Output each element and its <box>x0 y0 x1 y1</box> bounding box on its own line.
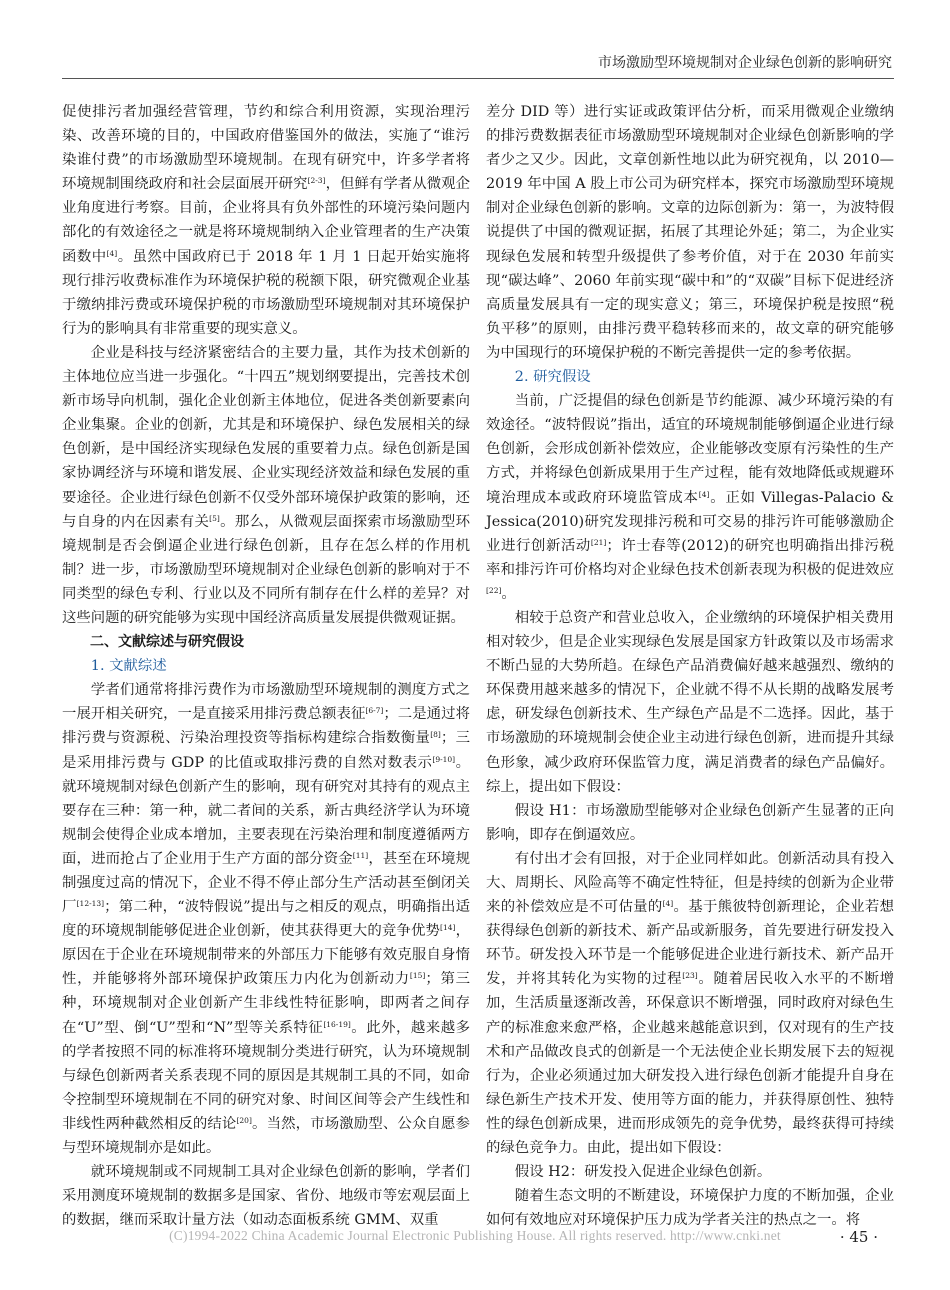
paragraph: 企业是科技与经济紧密结合的主要力量，其作为技术创新的主体地位应当进一步强化。“十四五”规划纲要提出，完善技术创新市场导向机制，强化企业创新主体地位，促进各类创新要素向企业集聚。企业的创新，尤其是和环境保护、绿色发展相关的绿色创新，是中国经济实现绿色发展的重要着力点。绿色创新是国家协调经济与环境和谐发展、企业实现经济效益和绿色发展的重要途径。企业进行绿色创新不仅受外部环境保护政策的影响，还与自身的内在因素有关[5]。那么，从微观层面探索市场激励型环境规制是否会倒逼企业进行绿色创新，且存在怎么样的作用机制？进一步，市场激励型环境规制对企业绿色创新的影响对于不同类型的绿色专利、行业以及不同所有制存在什么样的差异？对这些问题的研究能够为实现中国经济高质量发展提供微观证据。 <box>62 344 470 626</box>
citation: [16-19] <box>323 1019 351 1029</box>
subsection-heading: 2. 研究假设 <box>514 369 591 386</box>
citation: [11] <box>352 850 369 860</box>
citation: [22] <box>486 585 502 595</box>
section-heading: 二、文献综述与研究假设 <box>90 634 244 651</box>
copyright-watermark: (C)1994-2022 China Academic Journal Electronic Publishing House. All rights reserved. http://www.cnki.net <box>169 1228 781 1243</box>
paragraph: 相较于总资产和营业总收入，企业缴纳的环境保护相关费用相对较少，但是企业实现绿色发展是国家方针政策以及市场需求不断凸显的大势所趋。在绿色产品消费偏好越来越强烈、缴纳的环保费用越来越多的情况下，企业就不得不从长期的战略发展考虑，研发绿色创新技术、生产绿色产品是不二选择。因此，基于市场激励的环境规制会使企业主动进行绿色创新，进而提升其绿色形象，减少政府环保监管力度，满足消费者的绿色产品偏好。综上，提出如下假设： <box>486 609 894 795</box>
citation: [20] <box>236 1115 252 1125</box>
paragraph: 差分 DID 等）进行实证或政策评估分析，而采用微观企业缴纳的排污费数据表征市场激励型环境规制对企业绿色创新影响的学者少之又少。因此，文章创新性地以此为研究视角，以 2010—2019 年中国 A 股上市公司为研究样本，探究市场激励型环境规制对企业绿色创新的影响。文章的边际创新为：第一，为波特假说提供了中国的微观证据，拓展了其理论外延；第二，为企业实现绿色发展和转型升级提供了参考价值，对于在 2030 年前实现“碳达峰”、2060 年前实现“碳中和”的“双碳”目标下促进经济高质量发展具有一定的现实意义；第三，环境保护税是按照“税负平移”的原则，由排污费平稳转移而来的，故文章的研究能够为中国现行的环境保护税的不断完善提供一定的参考依据。 <box>486 104 894 361</box>
citation: [4] <box>698 489 710 499</box>
citation: [14] <box>440 923 456 933</box>
citation: [9-10] <box>432 754 456 764</box>
hypothesis-h1: 假设 H1：市场激励型能够对企业绿色创新产生显著的正向影响，即存在倒逼效应。 <box>486 802 894 843</box>
left-column <box>62 100 470 1232</box>
right-column <box>486 100 894 1232</box>
paragraph: 有付出才会有回报，对于企业同样如此。创新活动具有投入大、周期长、风险高等不确定性特征，但是持续的创新为企业带来的补偿效应是不可估量的[4]。基于熊彼特创新理论，企业若想获得绿色创新的新技术、新产品或新服务，首先要进行研发投入环节。研发投入环节是一个能够促进企业进行新技术、新产品开发，并将其转化为实物的过程[23]。随着居民收入水平的不断增加，生活质量逐渐改善，环保意识不断增强，同时政府对绿色生产的标准愈来愈严格，企业越来越能意识到，仅对现有的生产技术和产品做改良式的创新是一个无法使企业长期发展下去的短视行为，企业必须通过加大研发投入进行绿色创新才能提升自身在绿色新生产技术开发、使用等方面的能力，并获得原创性、独特性的绿色创新成果，进而形成领先的竞争优势，最终获得可持续的绿色竞争力。由此，提出如下假设： <box>486 850 894 1157</box>
header-rule <box>62 78 894 79</box>
running-title: 市场激励型环境规制对企业绿色创新的影响研究 <box>598 55 892 71</box>
citation: [4] <box>106 248 118 258</box>
subsection-heading: 1. 文献综述 <box>90 658 167 675</box>
citation: [8] <box>430 730 441 740</box>
page-number: · 45 · <box>839 1228 878 1246</box>
paragraph: 当前，广泛提倡的绿色创新是节约能源、减少环境污染的有效途径。“波特假说”指出，适宜的环境规制能够倒逼企业进行绿色创新，会形成创新补偿效应，企业能够改变原有污染性的生产方式，并将绿色创新成果用于生产过程，能有效地降低或规避环境治理成本或政府环境监管成本[4]。正如 Villegas-Palacio & Jessica(2010)研究发现排污税和可交易的排污许可能够激励企业进行创新活动[21]；许士春等(2012)的研究也明确指出排污税率和排污许可价格均对企业绿色技术创新表现为积极的促进效应[22]。 <box>486 393 894 602</box>
running-header <box>0 38 950 78</box>
citation: [15] <box>409 971 426 981</box>
citation: [5] <box>209 513 220 523</box>
citation: [6-7] <box>365 706 384 716</box>
citation: [2-3] <box>307 176 326 186</box>
paragraph: 学者们通常将排污费作为市场激励型环境规制的测度方式之一展开相关研究，一是直接采用排污费总额表征[6-7]；二是通过将排污费与资源税、污染治理投资等指标构建综合指数衡量[8]；三是采用排污费与 GDP 的比值或取排污费的自然对数表示[9-10]。就环境规制对绿色创新产生的影响，现有研究对其持有的观点主要存在三种：第一种，就二者间的关系，新古典经济学认为环境规制会使得企业成本增加，主要表现在污染治理和制度遵循两方面，进而抢占了企业用于生产方面的部分资金[11]，甚至在环境规制强度过高的情况下，企业不得不停止部分生产活动甚至倒闭关厂[12-13]；第二种，“波特假说”提出与之相反的观点，明确指出适度的环境规制能够促进企业创新，使其获得更大的竞争优势[14]，原因在于企业在环境规制带来的外部压力下能够有效克服自身惰性，并能够将外部环境保护政策压力内化为创新动力[15]；第三种，环境规制对企业创新产生非线性特征影响，即两者之间存在“U”型、倒“U”型和“N”型等关系特征[16-19]。此外，越来越多的学者按照不同的标准将环境规制分类进行研究，认为环境规制与绿色创新两者关系表现不同的原因是其规制工具的不同，如命令控制型环境规制在不同的研究对象、时间区间等会产生线性和非线性两种截然相反的结论[20]。当然，市场激励型、公众自愿参与型环境规制亦是如此。 <box>62 682 470 1157</box>
hypothesis-h2: 假设 H2：研发投入促进企业绿色创新。 <box>514 1164 772 1181</box>
paragraph: 随着生态文明的不断建设，环境保护力度的不断加强，企业如何有效地应对环境保护压力成为学者关注的热点之一。将 <box>486 1188 894 1229</box>
citation: [4] <box>662 899 674 909</box>
paragraph: 促使排污者加强经营管理，节约和综合利用资源，实现治理污染、改善环境的目的，中国政府借鉴国外的做法，实施了“谁污染谁付费”的市场激励型环境规制。在现有研究中，许多学者将环境规制围绕政府和社会层面展开研究[2-3]，但鲜有学者从微观企业角度进行考察。目前，企业将具有负外部性的环境污染问题内部化的有效途径之一就是将环境规制纳入企业管理者的生产决策函数中[4]。虽然中国政府已于 2018 年 1 月 1 日起开始实施将现行排污收费标准作为环境保护税的税额下限，研究微观企业基于缴纳排污费或环境保护税的市场激励型环境规制对其环境保护行为的影响具有非常重要的现实意义。 <box>62 104 470 337</box>
citation: [23] <box>682 971 698 981</box>
paragraph: 就环境规制或不同规制工具对企业绿色创新的影响，学者们采用测度环境规制的数据多是国家、省份、地级市等宏观层面上的数据，继而采取计量方法（如动态面板系统 GMM、双重 <box>62 1164 470 1229</box>
citation: [21] <box>590 537 607 547</box>
citation: [12-13] <box>76 899 105 909</box>
